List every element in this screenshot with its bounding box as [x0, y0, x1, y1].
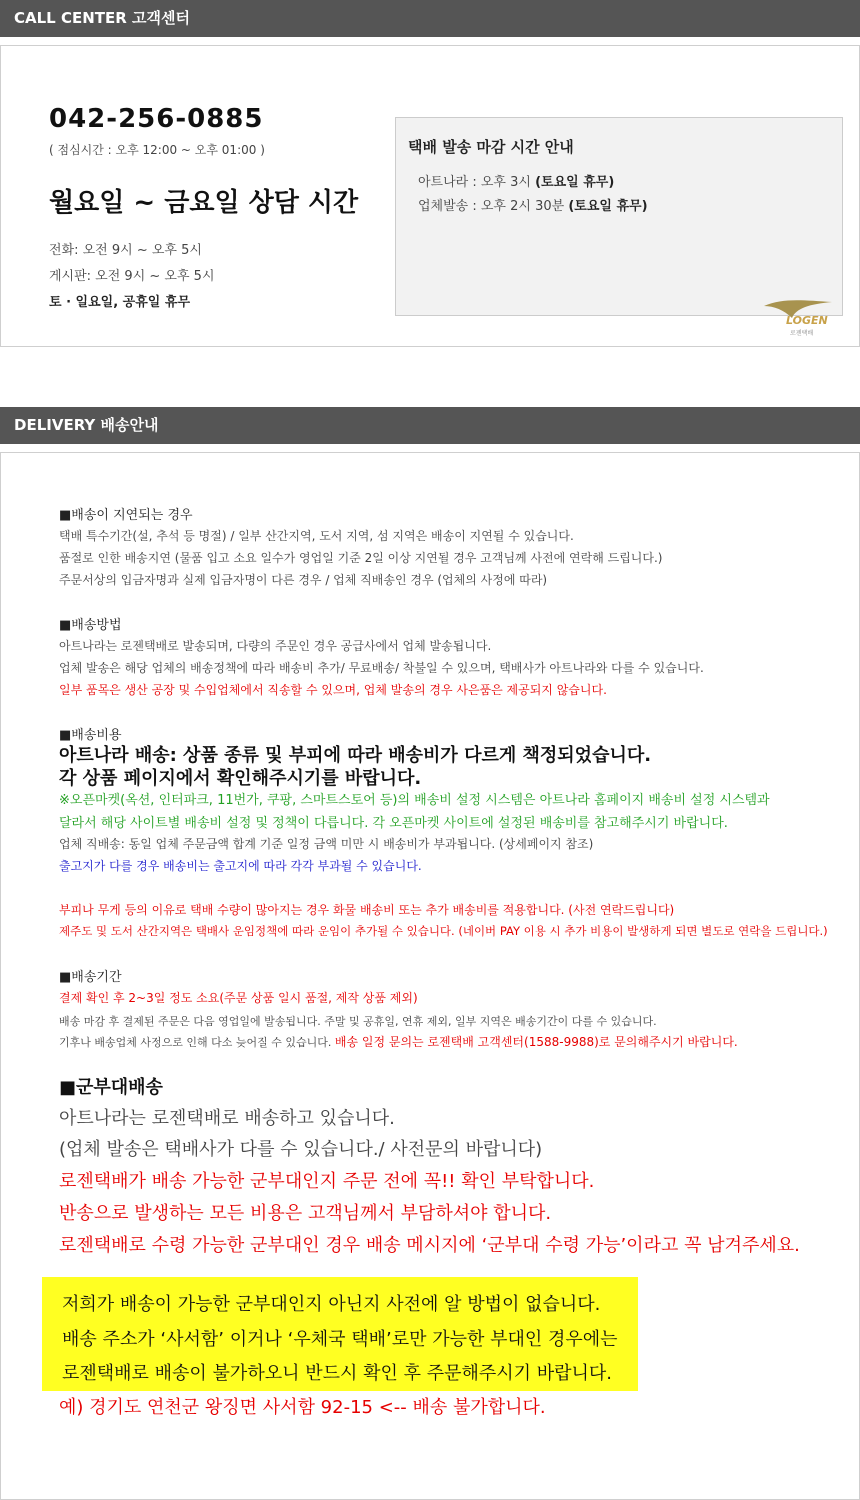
call-center-box: [0, 45, 860, 347]
period-small-line-1: 배송 마감 후 결제된 주문은 다음 영업일에 발송됩니다. 주말 및 공휴일, 연휴 제외, 일부 지역은 배송기간이 다를 수 있습니다.: [59, 1015, 657, 1028]
cost-red-line-2: 제주도 및 도서 산간지역은 택배사 운임정책에 따라 운임이 추가될 수 있습니다. (네이버 PAY 이용 시 추가 비용이 발생하게 되면 별도로 연락을 드립니다.): [59, 924, 828, 938]
delay-heading: ■배송이 지연되는 경우: [59, 508, 193, 523]
period-inquiry-red: 배송 일정 문의는 로젠택배 고객센터(1588-9988)로 문의해주시기 바랍니다.: [334, 1035, 738, 1049]
cost-red-line-1: 부피나 무게 등의 이유로 택배 수량이 많아지는 경우 화물 배송비 또는 추가 배송비를 적용합니다. (사전 연락드립니다): [59, 903, 675, 917]
military-line-1: 아트나라는 로젠택배로 배송하고 있습니다.: [59, 1108, 395, 1129]
closed-days: 토 · 일요일, 공휴일 휴무: [49, 295, 191, 310]
board-hours: 게시판: 오전 9시 ~ 오후 5시: [49, 269, 215, 284]
cost-green-line-1: ※오픈마켓(옥션, 인터파크, 11번가, 쿠팡, 스마트스토어 등)의 배송비 설정 시스템은 아트나라 홈페이지 배송비 설정 시스템과: [59, 793, 770, 808]
hours-title: 월요일 ~ 금요일 상담 시간: [49, 188, 359, 218]
logen-logo-text: LOGEN: [786, 314, 828, 327]
method-line-2: 업체 발송은 해당 업체의 배송정책에 따라 배송비 추가/ 무료배송/ 착불일 수 있으며, 택배사가 아트나라와 다를 수 있습니다.: [59, 661, 704, 675]
method-heading: ■배송방법: [59, 618, 122, 633]
delay-line-2: 품절로 인한 배송지연 (물품 입고 소요 일수가 영업일 기준 2일 이상 지연될 경우 고객님께 사전에 연락해 드립니다.): [59, 551, 663, 565]
shipping-cutoff-vendor-note: (토요일 휴무): [568, 199, 648, 214]
shipping-cutoff-artnara-note: (토요일 휴무): [535, 175, 615, 190]
military-heading: ■군부대배송: [59, 1077, 163, 1098]
period-small-line-2: [59, 1033, 738, 1050]
cost-green-line-2: 달라서 해당 사이트별 배송비 설정 및 정책이 다릅니다. 각 오픈마켓 사이트에 설정된 배송비를 참고해주시기 바랍니다.: [59, 816, 728, 831]
call-center-header-text: CALL CENTER 고객센터: [14, 9, 190, 27]
military-example: 예) 경기도 연천군 왕징면 사서함 92-15 <-- 배송 불가합니다.: [59, 1397, 546, 1418]
period-heading: ■배송기간: [59, 970, 122, 985]
method-line-1: 아트나라는 로젠택배로 발송되며, 다량의 주문인 경우 공급사에서 업체 발송됩니다.: [59, 639, 492, 653]
period-red-line: 결제 확인 후 2~3일 정도 소요(주문 상품 일시 품절, 제작 상품 제외): [59, 991, 418, 1005]
cost-big-line-2: 각 상품 페이지에서 확인해주시기를 바랍니다.: [59, 768, 422, 789]
period-small-line-2-text: 기후나 배송업체 사정으로 인해 다소 늦어질 수 있습니다.: [59, 1036, 332, 1049]
delivery-header-text: DELIVERY 배송안내: [14, 416, 159, 434]
call-center-header: [0, 0, 860, 37]
military-red-line-2: 반송으로 발생하는 모든 비용은 고객님께서 부담하셔야 합니다.: [59, 1203, 552, 1224]
cost-heading: ■배송비용: [59, 728, 122, 743]
method-red-line: 일부 품목은 생산 공장 및 수입업체에서 직송할 수 있으며, 업체 발송의 경우 사은품은 제공되지 않습니다.: [59, 683, 607, 697]
shipping-cutoff-artnara: [418, 171, 614, 190]
cost-blue-line: 출고지가 다를 경우 배송비는 출고지에 따라 각각 부과될 수 있습니다.: [59, 859, 422, 873]
phone-number: 042-256-0885: [49, 104, 264, 134]
military-yellow-line-2: 배송 주소가 ‘사서함’ 이거나 ‘우체국 택배’로만 가능한 부대인 경우에는: [62, 1329, 618, 1350]
military-red-line-1: 로젠택배가 배송 가능한 군부대인지 주문 전에 꼭!! 확인 부탁합니다.: [59, 1171, 595, 1192]
logen-logo: [762, 296, 834, 340]
military-line-2: (업체 발송은 택배사가 다를 수 있습니다./ 사전문의 바랍니다): [59, 1139, 543, 1160]
delay-line-3: 주문서상의 입금자명과 실제 입금자명이 다른 경우 / 업체 직배송인 경우 (업체의 사정에 따라): [59, 573, 548, 587]
phone-hours: 전화: 오전 9시 ~ 오후 5시: [49, 243, 202, 258]
lunch-time: ( 점심시간 : 오후 12:00 ~ 오후 01:00 ): [49, 143, 265, 157]
shipping-cutoff-vendor-text: 업체발송 : 오후 2시 30분: [418, 199, 565, 214]
shipping-cutoff-artnara-text: 아트나라 : 오후 3시: [418, 175, 531, 190]
military-yellow-line-1: 저희가 배송이 가능한 군부대인지 아닌지 사전에 알 방법이 없습니다.: [62, 1294, 601, 1315]
military-yellow-line-3: 로젠택배로 배송이 불가하오니 반드시 확인 후 주문해주시기 바랍니다.: [62, 1363, 613, 1384]
logen-logo-sub: 로젠택배: [790, 330, 814, 337]
cost-big-line-1: 아트나라 배송: 상품 종류 및 부피에 따라 배송비가 다르게 책정되었습니다.: [59, 745, 652, 766]
shipping-cutoff-box: [395, 117, 843, 337]
military-red-line-3: 로젠택배로 수령 가능한 군부대인 경우 배송 메시지에 ‘군부대 수령 가능’이라고 꼭 남겨주세요.: [59, 1235, 800, 1256]
delay-line-1: 택배 특수기간(설, 추석 등 명절) / 일부 산간지역, 도서 지역, 섬 지역은 배송이 지연될 수 있습니다.: [59, 529, 574, 543]
cost-normal-line: 업체 직배송: 동일 업체 주문금액 합계 기준 일정 금액 미만 시 배송비가 부과됩니다. (상세페이지 참조): [59, 837, 594, 851]
shipping-cutoff-vendor: [418, 195, 648, 214]
shipping-cutoff-title: 택배 발송 마감 시간 안내: [408, 138, 574, 156]
delivery-header: [0, 407, 860, 444]
